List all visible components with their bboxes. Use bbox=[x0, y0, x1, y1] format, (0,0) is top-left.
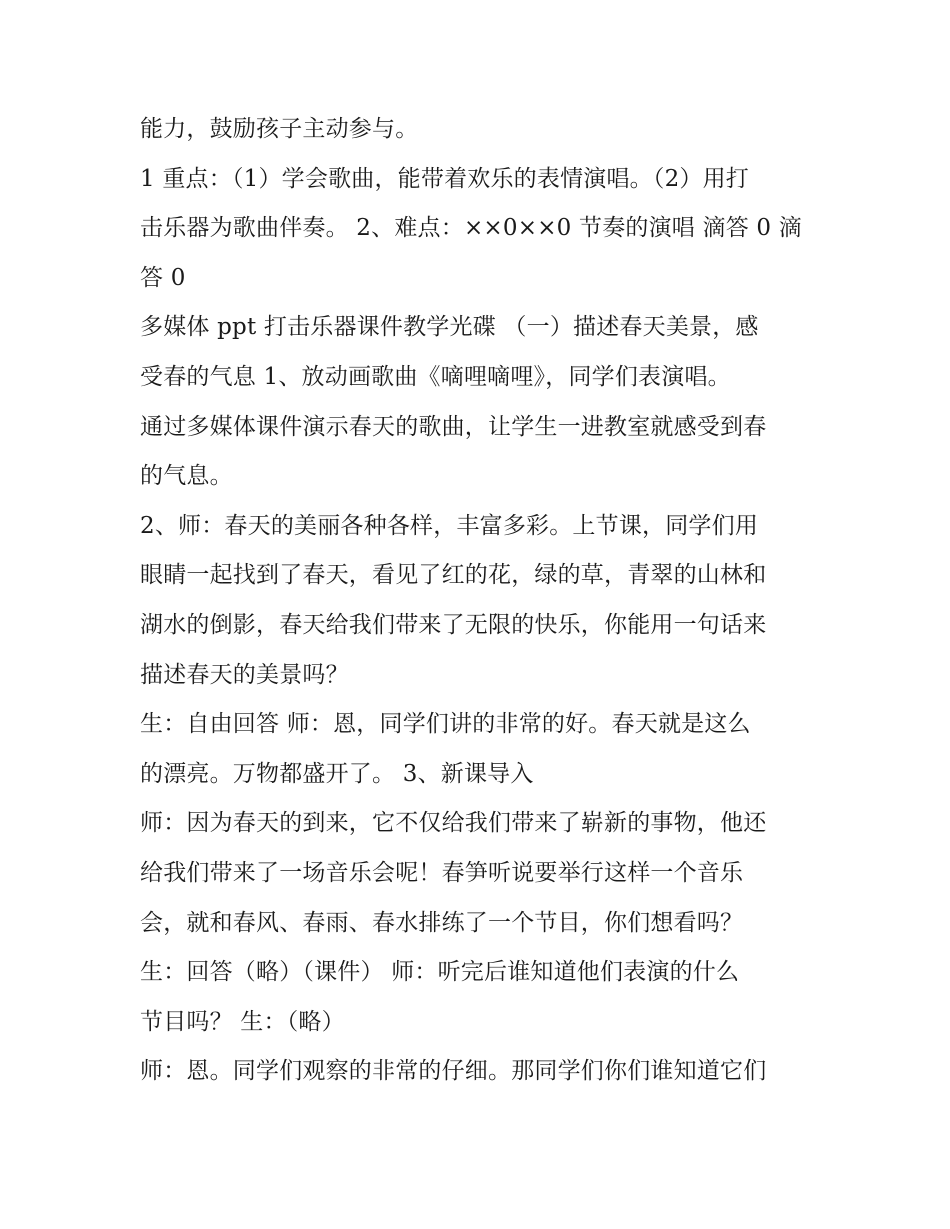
text-line: 生：回答（略）（课件） 师：听完后谁知道他们表演的什么 bbox=[140, 959, 740, 986]
text-line: 给我们带来了一场音乐会呢！春笋听说要举行这样一个音乐 bbox=[140, 859, 744, 886]
text-line: 师：因为春天的到来，它不仅给我们带来了崭新的事物，他还 bbox=[140, 810, 767, 837]
text-line: 能力，鼓励孩子主动参与。 bbox=[140, 116, 419, 142]
text-line: 的气息。 bbox=[140, 463, 233, 490]
text-line: 的漂亮。万物都盛开了。 3、新课导入 bbox=[140, 760, 534, 787]
text-line: 击乐器为歌曲伴奏。 2、难点：××0××0 节奏的演唱 滴答 0 滴 bbox=[140, 215, 802, 242]
text-line: 多媒体 ppt 打击乐器课件教学光碟 （一）描述春天美景，感 bbox=[140, 314, 759, 341]
text-line: 节目吗？ 生：（略） bbox=[140, 1008, 345, 1035]
text-line: 师：恩。同学们观察的非常的仔细。那同学们你们谁知道它们 bbox=[140, 1058, 767, 1085]
text-line: 湖水的倒影，春天给我们带来了无限的快乐，你能用一句话来 bbox=[140, 611, 767, 638]
text-line: 眼睛一起找到了春天，看见了红的花，绿的草，青翠的山林和 bbox=[140, 562, 767, 589]
text-line: 受春的气息 1、放动画歌曲《嘀哩嘀哩》，同学们表演唱。 bbox=[140, 363, 731, 390]
text-line: 1 重点：（1）学会歌曲，能带着欢乐的表情演唱。（2）用打 bbox=[140, 165, 750, 192]
text-line: 通过多媒体课件演示春天的歌曲，让学生一进教室就感受到春 bbox=[140, 413, 767, 440]
text-line: 生：自由回答 师：恩，同学们讲的非常的好。春天就是这么 bbox=[140, 711, 751, 738]
text-line: 答 0 bbox=[140, 264, 186, 291]
document-body bbox=[140, 110, 820, 1102]
text-line: 2、师：春天的美丽各种各样，丰富多彩。上节课，同学们用 bbox=[140, 512, 759, 539]
text-line: 会，就和春风、春雨、春水排练了一个节目，你们想看吗？ bbox=[140, 909, 744, 936]
text-line: 描述春天的美景吗？ bbox=[140, 661, 349, 688]
